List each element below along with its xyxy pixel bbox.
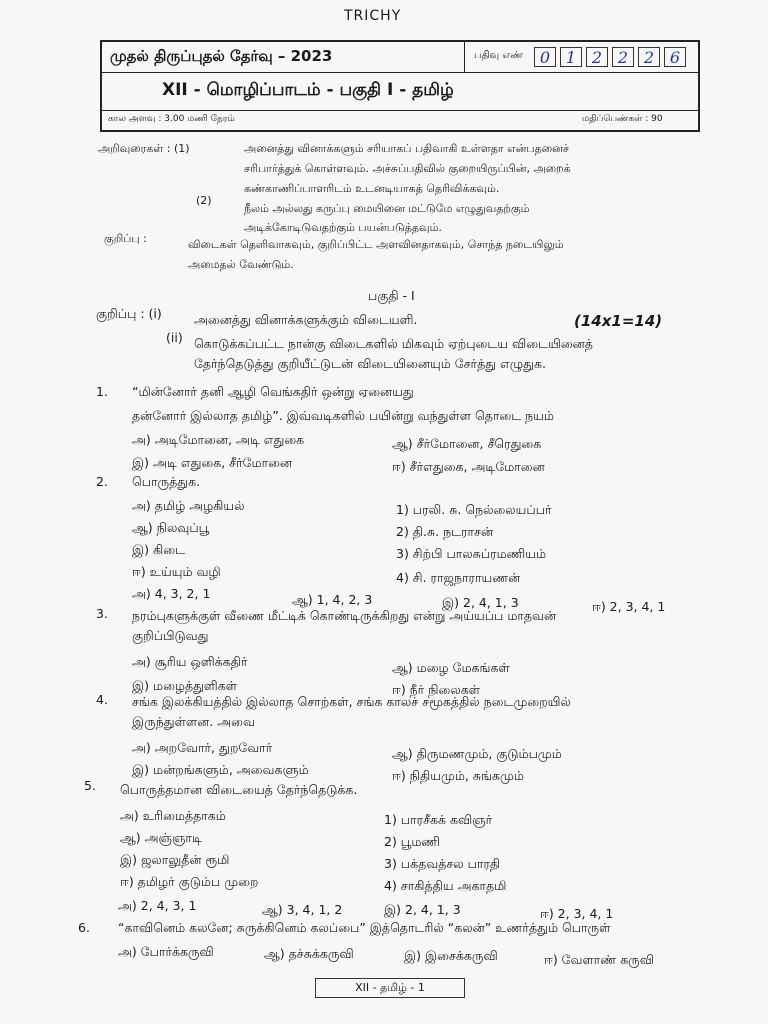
reg-digit-5: 2 <box>638 47 660 67</box>
q5-left-3: இ) ஜலாலுதீன் ரூமி <box>120 852 230 867</box>
q2-number: 2. <box>96 474 108 489</box>
q2-left-4: ஈ) உய்யும் வழி <box>132 564 221 579</box>
q5-number: 5. <box>84 778 96 793</box>
note-line-2: அமைதல் வேண்டும். <box>188 258 294 271</box>
q3-line-1: நரம்புகளுக்குள் வீணை மீட்டிக் கொண்டிருக்கிறது என்று அய்யப்ப மாதவன் <box>132 608 557 623</box>
q1-number: 1. <box>96 384 108 399</box>
q2-option-b: ஆ) 1, 4, 2, 3 <box>292 592 373 607</box>
q3-option-b: ஆ) மழை மேகங்கள் <box>392 660 510 675</box>
note-label: குறிப்பு : <box>104 232 147 245</box>
instruction-1-line-1: அனைத்து வினாக்களும் சரியாகப் பதிவாகி உள்ளதா என்பதனைச் <box>244 142 569 155</box>
instruction-2-number: (2) <box>196 194 212 207</box>
q3-option-c: இ) மழைத்துளிகள் <box>132 678 238 693</box>
time-duration: கால அளவு : 3.00 மணி நேரம் <box>108 114 235 124</box>
q5-right-2: 2) பூமணி <box>384 834 441 849</box>
reg-digit-6: 6 <box>664 47 686 67</box>
q5-right-3: 3) பக்தவத்சல பாரதி <box>384 856 501 871</box>
q1-line-1: “மின்னோர் தனி ஆழி வெங்கதிர் ஒன்று ஏனையது <box>132 384 414 399</box>
q1-option-d: ஈ) சீர்எதுகை, அடிமோனை <box>392 459 545 474</box>
instruction-2-line-2: அடிக்கோடிடுவதற்கும் பயன்படுத்தவும். <box>244 221 442 234</box>
q4-option-d: ஈ) நிதியமும், சுங்கமும் <box>392 768 524 783</box>
q4-option-a: அ) அறவோர், துறவோர் <box>132 740 273 755</box>
header-row-subject <box>102 72 698 111</box>
section-note-ii-line-2: தேர்ந்தெடுத்து குறியீட்டுடன் விடையினையும் சேர்த்து எழுதுக. <box>194 356 546 371</box>
q1-line-2: தன்னோர் இல்லாத தமிழ்”. இவ்வடிகளில் பயின்று வந்துள்ள தொடை நயம் <box>132 408 554 423</box>
q6-option-a: அ) போர்க்கருவி <box>118 944 214 959</box>
instruction-1-line-3: கண்காணிப்பாளரிடம் உடனடியாகத் தெரிவிக்கவும். <box>244 182 500 195</box>
q6-option-c: இ) இசைக்கருவி <box>404 948 498 963</box>
q5-left-4: ஈ) தமிழர் குடும்ப முறை <box>120 874 259 889</box>
q5-option-d: ஈ) 2, 3, 4, 1 <box>540 906 614 921</box>
page-footer: XII - தமிழ் - 1 <box>315 978 465 998</box>
q6-option-d: ஈ) வேளாண் கருவி <box>544 952 654 967</box>
q2-left-2: ஆ) நிலவுப்பூ <box>132 520 210 535</box>
q1-option-a: அ) அடிமோனை, அடி எதுகை <box>132 432 305 447</box>
subject-line: XII - மொழிப்பாடம் - பகுதி I - தமிழ் <box>162 80 454 100</box>
q3-number: 3. <box>96 606 108 621</box>
q1-option-b: ஆ) சீர்மோனை, சீரெதுகை <box>392 436 542 451</box>
header-row-meta <box>102 110 698 132</box>
exam-title: முதல் திருப்புதல் தேர்வு – 2023 <box>110 47 333 65</box>
instruction-1-line-2: சரிபார்த்துக் கொள்ளவும். அச்சுப்பதிவில் குறையிருப்பின், அறைக் <box>244 162 571 175</box>
q2-option-c: இ) 2, 4, 1, 3 <box>442 595 519 610</box>
q3-line-2: குறிப்பிடுவது <box>132 628 209 643</box>
section-note-ii-number: (ii) <box>166 330 183 345</box>
section-title: பகுதி - I <box>368 288 415 303</box>
exam-header-box <box>100 40 700 132</box>
section-note-i: அனைத்து வினாக்களுக்கும் விடையளி. <box>194 312 418 327</box>
q6-line-1: “காவினெம் கலனே; சுருக்கினெம் கலப்பை” இத்தொடரில் “கலன்” உணர்த்தும் பொருள் <box>118 920 611 935</box>
q2-right-2: 2) தி.சு. நடராசன் <box>396 524 494 539</box>
q6-number: 6. <box>78 920 90 935</box>
q2-left-1: அ) தமிழ் அழகியல் <box>132 498 245 513</box>
reg-digit-4: 2 <box>612 47 634 67</box>
instruction-2-line-1: நீலம் அல்லது கருப்பு மையினை மட்டுமே எழுதுவதற்கும் <box>244 202 530 215</box>
q5-right-4: 4) சாகித்திய அகாதமி <box>384 878 507 893</box>
q1-option-c: இ) அடி எதுகை, சீர்மோனை <box>132 455 293 470</box>
q2-option-d: ஈ) 2, 3, 4, 1 <box>592 599 666 614</box>
q5-option-a: அ) 2, 4, 3, 1 <box>118 898 197 913</box>
reg-digit-1: 0 <box>534 47 556 67</box>
q5-right-1: 1) பாரசீகக் கவிஞர் <box>384 812 493 827</box>
q4-line-2: இருந்துள்ளன. அவை <box>132 714 255 729</box>
q2-option-a: அ) 4, 3, 2, 1 <box>132 586 211 601</box>
location-label: TRICHY <box>344 8 402 24</box>
q3-option-a: அ) சூரிய ஒளிக்கதிர் <box>132 654 248 669</box>
reg-number-label: பதிவு எண் <box>474 50 523 61</box>
header-divider <box>464 42 465 72</box>
q4-option-c: இ) மன்றங்களும், அவைகளும் <box>132 762 309 777</box>
q6-option-b: ஆ) தச்சுக்கருவி <box>264 946 354 961</box>
q4-option-b: ஆ) திருமணமும், குடும்பமும் <box>392 746 562 761</box>
q5-option-c: இ) 2, 4, 1, 3 <box>384 902 461 917</box>
q2-right-1: 1) பரலி. சு. நெல்லையப்பர் <box>396 502 552 517</box>
section-marks: (14x1=14) <box>574 312 663 330</box>
q2-title: பொருத்துக. <box>132 474 201 489</box>
total-marks: மதிப்பெண்கள் : 90 <box>582 114 663 124</box>
q4-number: 4. <box>96 692 108 707</box>
q2-right-3: 3) சிற்பி பாலசுப்ரமணியம் <box>396 546 547 561</box>
note-line-1: விடைகள் தெளிவாகவும், குறிப்பிட்ட அளவினதாகவும், சொந்த நடையிலும் <box>188 238 564 251</box>
reg-digit-2: 1 <box>560 47 582 67</box>
q4-line-1: சங்க இலக்கியத்தில் இல்லாத சொற்கள், சங்க காலச் சமூகத்தில் நடைமுறையில் <box>132 694 571 709</box>
q3-option-d: ஈ) நீர் நிலைகள் <box>392 682 481 697</box>
instructions-label: அறிவுரைகள் : (1) <box>98 142 190 155</box>
q5-left-2: ஆ) அஞ்ஞாடி <box>120 830 202 845</box>
section-note-ii-line-1: கொடுக்கப்பட்ட நான்கு விடைகளில் மிகவும் ஏற்புடைய விடையினைத் <box>194 336 593 351</box>
q5-left-1: அ) உரிமைத்தாகம் <box>120 808 226 823</box>
q5-option-b: ஆ) 3, 4, 1, 2 <box>262 902 343 917</box>
header-row-title <box>102 42 698 73</box>
section-note-label: குறிப்பு : (i) <box>96 306 162 321</box>
q2-right-4: 4) சி. ராஜநாராயணன் <box>396 570 521 585</box>
reg-digit-3: 2 <box>586 47 608 67</box>
q5-title: பொருத்தமான விடையைத் தேர்ந்தெடுக்க. <box>120 782 358 797</box>
q2-left-3: இ) கிடை <box>132 542 186 557</box>
